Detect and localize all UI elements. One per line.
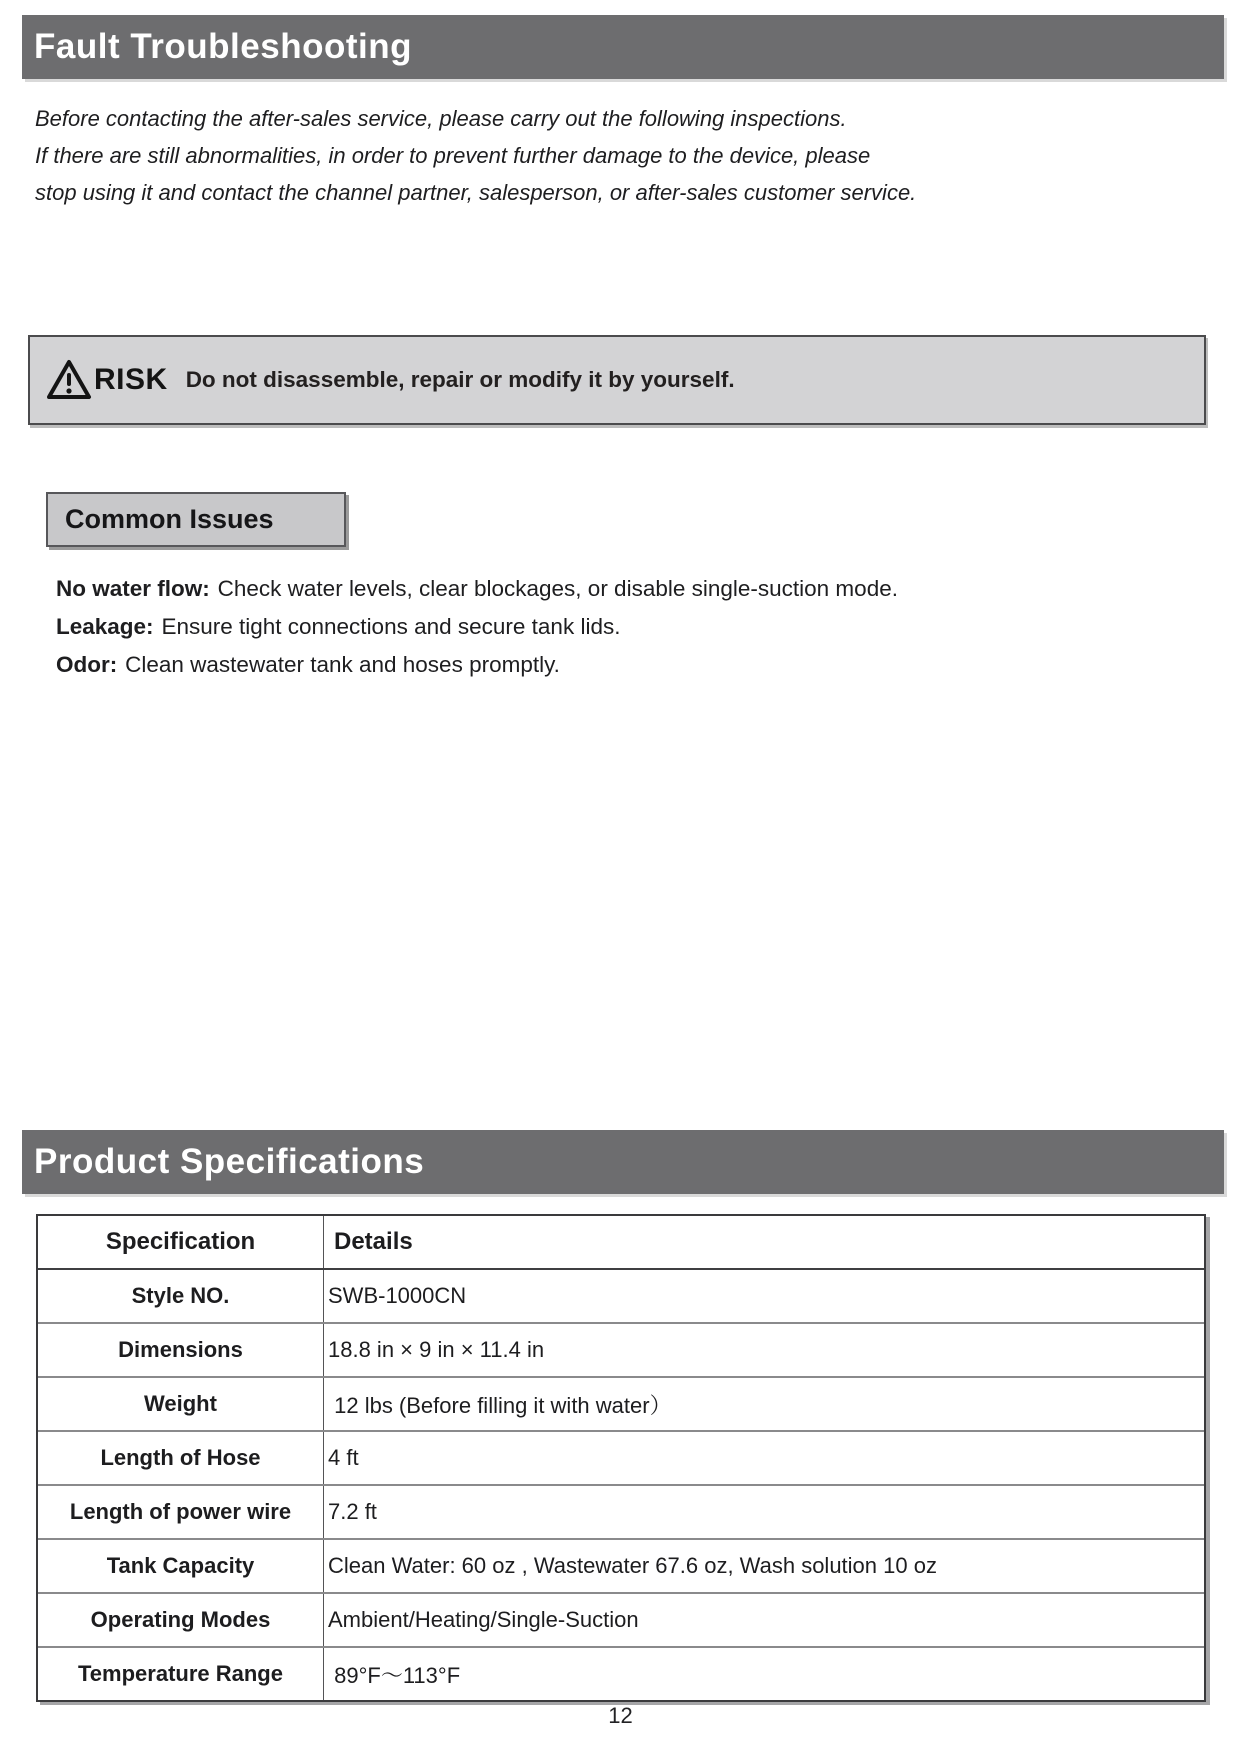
spec-value: 12 lbs (Before filling it with water）: [328, 1392, 672, 1418]
spec-name: Style NO.: [38, 1270, 324, 1322]
intro-paragraph: [35, 100, 1195, 211]
spec-name: Tank Capacity: [38, 1540, 324, 1592]
intro-line: stop using it and contact the channel partner, salesperson, or after-sales customer service.: [35, 180, 917, 205]
spec-name: Weight: [38, 1378, 324, 1430]
spec-value: 4 ft: [328, 1445, 359, 1470]
section-title-fault: Fault Troubleshooting: [34, 27, 412, 66]
table-row: [38, 1324, 1204, 1378]
intro-line: If there are still abnormalities, in order to prevent further damage to the device, please: [35, 143, 871, 168]
table-row: [38, 1540, 1204, 1594]
table-row: [38, 1648, 1204, 1700]
risk-warning-box: [28, 335, 1206, 425]
spec-value: Clean Water: 60 oz , Wastewater 67.6 oz, Wash solution 10 oz: [328, 1553, 937, 1578]
issue-text: Check water levels, clear blockages, or disable single-suction mode.: [217, 576, 898, 601]
spec-name: Operating Modes: [38, 1594, 324, 1646]
section-title-specs: Product Specifications: [34, 1142, 425, 1181]
spec-name: Temperature Range: [38, 1648, 324, 1700]
column-header-details: Details: [334, 1228, 413, 1255]
spec-value: Ambient/Heating/Single-Suction: [328, 1607, 639, 1632]
specifications-table: [36, 1214, 1206, 1702]
risk-message: Do not disassemble, repair or modify it by yourself.: [185, 367, 735, 392]
warning-triangle-icon: [46, 358, 92, 402]
issue-label: No water flow:: [56, 576, 210, 601]
table-row: [38, 1486, 1204, 1540]
common-issues-list: [56, 570, 1176, 684]
risk-label: RISK: [94, 363, 168, 396]
spec-name: Length of power wire: [38, 1486, 324, 1538]
page-number: 12: [608, 1703, 633, 1728]
spec-value: 18.8 in × 9 in × 11.4 in: [328, 1337, 545, 1362]
issue-item: [56, 646, 1176, 684]
spec-value: 89°F～113°F: [328, 1662, 461, 1688]
product-specifications-header: [22, 1130, 1224, 1194]
table-row: [38, 1378, 1204, 1432]
common-issues-header: [46, 492, 346, 547]
table-header-row: [38, 1216, 1204, 1270]
issue-label: Leakage:: [56, 614, 154, 639]
intro-line: Before contacting the after-sales service, please carry out the following inspections.: [35, 106, 847, 131]
issue-item: [56, 570, 1176, 608]
spec-name: Length of Hose: [38, 1432, 324, 1484]
table-row: [38, 1594, 1204, 1648]
issue-text: Ensure tight connections and secure tank lids.: [161, 614, 621, 639]
issue-label: Odor:: [56, 652, 118, 677]
common-issues-title: Common Issues: [65, 504, 274, 534]
spec-name: Dimensions: [38, 1324, 324, 1376]
issue-text: Clean wastewater tank and hoses promptly.: [125, 652, 560, 677]
fault-troubleshooting-header: [22, 15, 1224, 79]
spec-value: SWB-1000CN: [328, 1283, 467, 1308]
table-row: [38, 1270, 1204, 1324]
column-header-specification: Specification: [38, 1216, 324, 1268]
spec-value: 7.2 ft: [328, 1499, 377, 1524]
issue-item: [56, 608, 1176, 646]
table-row: [38, 1432, 1204, 1486]
